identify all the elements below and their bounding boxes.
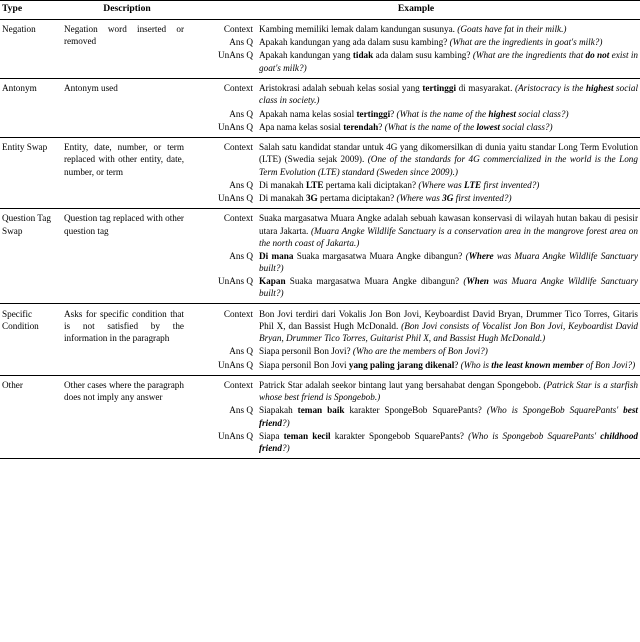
row-type-specific-condition: Specific Condition bbox=[0, 304, 62, 375]
row-description-specific-condition: Asks for specific condition that is not satisfied by the information in the paragraph bbox=[62, 304, 192, 375]
example-ans-q-specific-condition bbox=[259, 344, 640, 357]
table-bottom-rule bbox=[0, 459, 640, 460]
role-label-context: Context bbox=[223, 24, 253, 35]
text-en: (Who are the members of Bon Jovi?) bbox=[352, 346, 488, 357]
text-id-2: ? bbox=[390, 108, 397, 119]
text-id: Di manakah bbox=[259, 192, 306, 203]
example-ans-q-question-tag-swap bbox=[259, 249, 640, 274]
example-context-negation bbox=[259, 19, 640, 35]
table-row bbox=[0, 137, 640, 177]
role-label-context: Context bbox=[192, 78, 259, 106]
role-label-ans-q: Ans Q bbox=[229, 108, 253, 119]
role-label-ans-q: Ans Q bbox=[229, 405, 253, 416]
text-id: Bon Jovi terdiri dari Vokalis Jon Bon Jovi, Keyboardist David Bryan, Drummer Tico Torres, Gitaris Phil X, dan Bassist Hugh McDonald. bbox=[259, 308, 638, 332]
text-en: (Goats have fat in their milk.) bbox=[457, 24, 567, 35]
text-en-highlight: childhood friend bbox=[259, 430, 639, 453]
text-id-highlight: Di mana bbox=[259, 250, 294, 261]
text-en-highlight: do not bbox=[585, 50, 610, 61]
text-id: Suaka margasatwa Muara Angke adalah sebuah kawasan konservasi di wilayah hutan bakau di pesisir utara Jakarta. bbox=[259, 213, 638, 236]
text-en: (What is the name of the bbox=[396, 108, 489, 119]
text-id-highlight: Kapan bbox=[259, 276, 286, 287]
row-type-question-tag-swap: Question Tag Swap bbox=[0, 208, 62, 303]
table-row bbox=[0, 375, 640, 403]
text-id-2: Suaka margasatwa Muara Angke dibangun? bbox=[285, 276, 464, 287]
text-id-2: ada dalam susu kambing? bbox=[373, 50, 473, 61]
text-en-open: ( bbox=[465, 250, 469, 261]
role-label-ans-q: Ans Q bbox=[229, 179, 253, 190]
example-context-antonym bbox=[259, 78, 640, 106]
text-id-highlight: teman kecil bbox=[283, 430, 331, 441]
text-id-2: pertama kali diciptakan? bbox=[323, 179, 419, 190]
role-label-unans-q: UnAns Q bbox=[218, 192, 253, 203]
row-type-negation: Negation bbox=[2, 24, 36, 35]
example-ans-q-negation bbox=[259, 35, 640, 48]
text-id: Siapakah bbox=[259, 405, 298, 416]
row-description-entity-swap: Entity, date, number, or term replaced with other entity, date, number, or term bbox=[62, 137, 192, 208]
text-id: Di manakah bbox=[259, 179, 306, 190]
role-label-unans-q: UnAns Q bbox=[218, 50, 253, 61]
role-label-ans-q: Ans Q bbox=[229, 250, 253, 261]
row-description-negation: Negation word inserted or removed bbox=[64, 24, 184, 47]
text-en: (Where was bbox=[396, 192, 443, 203]
text-id: Siapa bbox=[259, 430, 284, 441]
text-id: Apakah kandungan yang ada dalam susu kambing? bbox=[259, 37, 450, 48]
text-en-highlight: highest bbox=[488, 108, 516, 119]
role-label-unans-q: UnAns Q bbox=[218, 276, 253, 287]
table-header-row bbox=[0, 1, 640, 20]
text-en-open: ( bbox=[463, 276, 467, 287]
example-ans-q-other bbox=[259, 403, 640, 428]
example-context-question-tag-swap bbox=[259, 208, 640, 248]
column-header-example: Example bbox=[192, 1, 640, 20]
text-id-highlight: LTE bbox=[305, 179, 324, 190]
text-id-2: ? bbox=[454, 359, 461, 370]
role-label-context: Context bbox=[192, 137, 259, 177]
text-en: (One of the standards for 4G commercialized in the world is the Long Term Evolution (LTE) standard (Sweden since 2009).) bbox=[259, 154, 638, 177]
table-body bbox=[0, 19, 640, 459]
text-en-2: social class?) bbox=[499, 121, 553, 132]
role-label-context: Context bbox=[192, 375, 259, 403]
text-en-2: exist in goat's milk?) bbox=[259, 50, 639, 73]
example-context-other bbox=[259, 375, 640, 403]
text-en: (Bon Jovi consists of Vocalist Jon Bon Jovi, Keyboardist David Bryan, Drummer Tico Torres, Guitarist Phil X, and Bassist Hugh McDonald.) bbox=[259, 321, 638, 344]
text-id: Apa nama kelas sosial bbox=[259, 121, 344, 132]
row-type-antonym: Antonym bbox=[0, 78, 62, 137]
text-id: Siapa personil Bon Jovi bbox=[259, 359, 349, 370]
example-context-specific-condition bbox=[259, 304, 640, 344]
text-en: (What is the name of the bbox=[384, 121, 477, 132]
text-en-highlight: Where bbox=[468, 250, 494, 261]
text-en-2: ?) bbox=[281, 417, 290, 428]
text-en-highlight: best friend bbox=[259, 405, 638, 428]
row-description-question-tag-swap: Question tag replaced with other question tag bbox=[62, 208, 192, 303]
row-description-other: Other cases where the paragraph does not imply any answer bbox=[62, 375, 192, 458]
example-unans-q-negation bbox=[259, 48, 640, 78]
text-id-highlight: tidak bbox=[352, 50, 374, 61]
text-en: (Patrick Star is a starfish whose best friend is Spongebob.) bbox=[259, 380, 638, 403]
table-row bbox=[0, 208, 640, 248]
text-en-highlight: the least known member bbox=[491, 359, 584, 370]
column-header-type: Type bbox=[0, 1, 62, 20]
text-en-2: ?) bbox=[281, 442, 290, 453]
text-id-2: di masyarakat. bbox=[456, 83, 515, 94]
role-label-context: Context bbox=[192, 304, 259, 344]
text-en: (Aristocracy is the bbox=[514, 83, 586, 94]
text-en: (Who is SpongeBob SquarePants' bbox=[486, 405, 624, 416]
example-unans-q-question-tag-swap bbox=[259, 274, 640, 304]
text-en-highlight: highest bbox=[585, 83, 614, 94]
role-label-unans-q: UnAns Q bbox=[218, 359, 253, 370]
text-en: (Who is bbox=[460, 359, 492, 370]
row-type-entity-swap: Entity Swap bbox=[0, 137, 62, 208]
example-ans-q-antonym bbox=[259, 107, 640, 120]
text-id-2: pertama diciptakan? bbox=[317, 192, 397, 203]
row-description-antonym: Antonym used bbox=[62, 78, 192, 137]
text-en-highlight: 3G bbox=[442, 192, 454, 203]
text-id: Patrick Star adalah seekor bintang laut yang bersahabat dengan Spongebob. bbox=[259, 380, 544, 391]
role-label-unans-q: UnAns Q bbox=[218, 121, 253, 132]
text-en: (Muara Angke Wildlife Sanctuary is a conservation area in the mangrove forest area on the north coast of Jakarta.) bbox=[259, 225, 638, 248]
text-id-2: karakter Spongebob SquarePants? bbox=[330, 430, 469, 441]
example-ans-q-entity-swap bbox=[259, 178, 640, 191]
example-context-entity-swap bbox=[259, 137, 640, 177]
text-id: Salah satu kandidat standar untuk 4G yang dikomersilkan di dunia yaitu standar Long Term Evolution (LTE) (Swedia sejak 2009). bbox=[259, 142, 638, 165]
text-en: (What are the ingredients that bbox=[472, 50, 586, 61]
table-row bbox=[0, 304, 640, 344]
text-en: (Who is Spongebob SquarePants' bbox=[468, 430, 601, 441]
text-id-2: karakter SpongeBob SquarePants? bbox=[344, 405, 487, 416]
text-id-highlight: teman baik bbox=[297, 405, 345, 416]
text-id: Kambing memiliki lemak dalam kandungan susunya. bbox=[259, 24, 458, 35]
text-en-highlight: When bbox=[466, 276, 489, 287]
role-label-context: Context bbox=[192, 208, 259, 248]
text-en-2: first invented?) bbox=[481, 179, 540, 190]
text-en-highlight: lowest bbox=[476, 121, 500, 132]
text-en-highlight: LTE bbox=[464, 179, 482, 190]
role-label-ans-q: Ans Q bbox=[229, 37, 253, 48]
example-unans-q-antonym bbox=[259, 120, 640, 138]
text-en-2: first invented?) bbox=[453, 192, 512, 203]
text-id-highlight: tertinggi bbox=[356, 108, 391, 119]
text-en-2: of Bon Jovi?) bbox=[583, 359, 636, 370]
text-id-2: ? bbox=[378, 121, 385, 132]
text-en: (Where was bbox=[418, 179, 464, 190]
table-row bbox=[0, 19, 640, 35]
column-header-description: Description bbox=[62, 1, 192, 20]
text-id-highlight: 3G bbox=[305, 192, 318, 203]
text-en-2: social class?) bbox=[515, 108, 569, 119]
example-unans-q-specific-condition bbox=[259, 358, 640, 376]
text-en: (What are the ingredients in goat's milk?) bbox=[449, 37, 603, 48]
table-row bbox=[0, 78, 640, 106]
role-label-ans-q: Ans Q bbox=[229, 346, 253, 357]
text-id: Aristokrasi adalah sebuah kelas sosial yang bbox=[259, 83, 423, 94]
text-id: Siapa personil Bon Jovi? bbox=[259, 346, 353, 357]
text-id: Apakah kandungan yang bbox=[259, 50, 353, 61]
text-en-2: was Muara Angke Wildlife Sanctuary built?) bbox=[259, 250, 639, 274]
example-unans-q-entity-swap bbox=[259, 191, 640, 209]
text-en-2: was Muara Angke Wildlife Sanctuary built?) bbox=[259, 276, 638, 299]
text-id-2: Suaka margasatwa Muara Angke dibangun? bbox=[293, 250, 466, 261]
text-id-highlight: yang paling jarang dikenal bbox=[348, 359, 455, 370]
text-id: Apakah nama kelas sosial bbox=[259, 108, 357, 119]
text-id-highlight: tertinggi bbox=[422, 83, 457, 94]
row-type-other: Other bbox=[0, 375, 62, 458]
text-id-highlight: terendah bbox=[343, 121, 379, 132]
text-en-2: social class in society.) bbox=[259, 83, 639, 106]
example-unans-q-other bbox=[259, 429, 640, 459]
role-label-unans-q: UnAns Q bbox=[218, 430, 253, 441]
